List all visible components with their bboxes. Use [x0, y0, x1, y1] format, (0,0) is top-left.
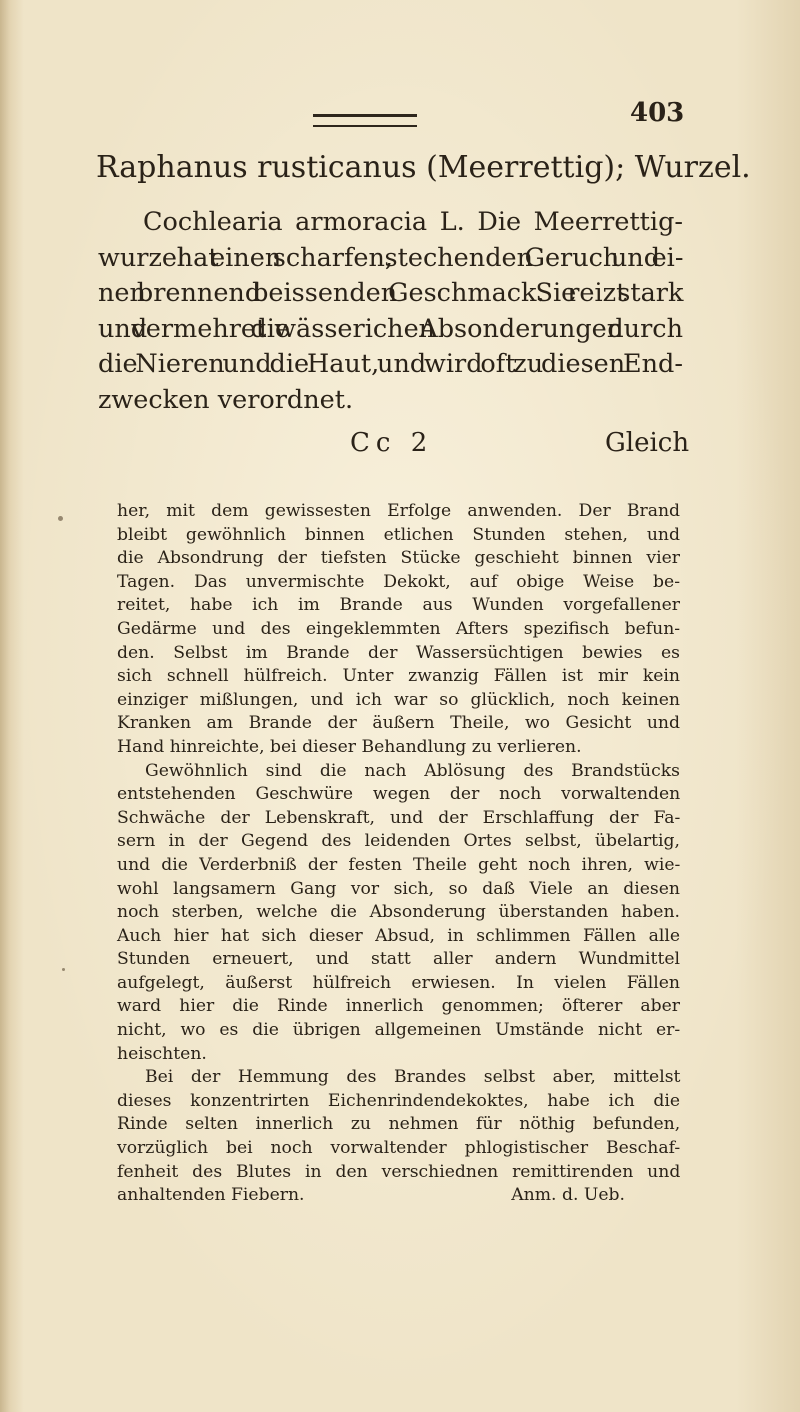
footnote-line: Schwäche der Lebenskraft, und der Erschlaffung der Fa- [117, 807, 681, 828]
paper-speck [58, 516, 63, 521]
text-line: und vermehret die wässerichen Absonderungen durch [98, 313, 683, 344]
footnote-line: Tagen. Das unvermischte Dekokt, auf obige Weise be- [117, 571, 680, 592]
footnote-line: Kranken am Brande der äußern Theile, wo Gesicht und [117, 713, 680, 734]
footnote-line: bleibt gewöhnlich binnen etlichen Stunden stehen, und [117, 524, 680, 545]
text-line: zwecken verordnet. [98, 384, 354, 415]
footnote-line: reitet, habe ich im Brande aus Wunden vorgefallener [117, 595, 680, 616]
footnote-line: her, mit dem gewissesten Erfolge anwenden. Der Brand [117, 501, 681, 521]
footnote-line: nicht, wo es die übrigen allgemeinen Umstände nicht er- [117, 1020, 681, 1041]
text-line: nen brennend beissenden Geschmack. Sie reizt stark [98, 278, 684, 308]
footnote-line: einziger mißlungen, und ich war so glücklich, noch keinen [117, 689, 680, 710]
footnote-line: heischten. [117, 1043, 207, 1064]
text-line: wurzel hat einen scharfen, stechenden Geruch und ei- [98, 242, 684, 273]
footnote-line: aufgelegt, äußerst hülfreich erwiesen. In vielen Fällen [117, 972, 680, 993]
text-line: Cochlearia armoracia L. Die Meerrettig- [143, 207, 684, 237]
footnote-final-text: anhaltenden Fiebern. [117, 1185, 305, 1206]
signature-mark: Cc 2 [350, 428, 434, 458]
footnote-line: fenheit des Blutes in den verschiednen remittirenden und [117, 1161, 681, 1182]
section-heading: Raphanus rusticanus (Meerrettig); Wurzel. [96, 150, 751, 185]
footnote-line: und die Verderbniß der festen Theile geht noch ihren, wie- [117, 854, 681, 875]
footnote-line: noch sterben, welche die Absonderung überstanden haben. [117, 902, 680, 923]
footnote-line: sich schnell hülfreich. Unter zwanzig Fällen ist mir kein [117, 666, 680, 687]
footnote-line: Gewöhnlich sind die nach Ablösung des Brandstücks [145, 760, 680, 781]
footnote-line: Stunden erneuert, und statt aller andern Wundmittel [117, 949, 681, 970]
footnote-line: sern in der Gegend des leidenden Ortes selbst, übelartig, [117, 831, 680, 852]
footnote-line: Rinde selten innerlich zu nehmen für nöthig befunden, [117, 1114, 681, 1135]
footnote-line: ward hier die Rinde innerlich genommen; öfterer aber [117, 996, 680, 1017]
page-number: 403 [630, 98, 685, 128]
main-paragraph [98, 205, 683, 418]
footnote-closing-line [117, 1184, 680, 1208]
footnote-line: die Absondrung der tiefsten Stücke geschieht binnen vier [117, 548, 680, 569]
footnote-line: Bei der Hemmung des Brandes selbst aber, mittelst [145, 1067, 681, 1088]
header-rule [313, 114, 417, 126]
footnote-line: entstehenden Geschwüre wegen der noch vorwaltenden [117, 784, 681, 805]
footnote-line: dieses konzentrirten Eichenrindendekoktes, habe ich die [117, 1090, 680, 1111]
footnote-line: vorzüglich bei noch vorwaltender phlogistischer Beschaf- [117, 1138, 681, 1159]
footnote-attribution: Anm. d. Ueb. [511, 1185, 625, 1206]
footnote-block [117, 500, 680, 1208]
footnote-line: den. Selbst im Brande der Wassersüchtigen bewies es [117, 642, 680, 663]
text-line: die Nieren und die Haut, und wird oft zu diesen End- [98, 349, 683, 379]
header-rule-thin [313, 126, 417, 127]
footnote-line: wohl langsamern Gang vor sich, so daß Viele an diesen [117, 878, 680, 899]
catchword: Gleich [605, 428, 690, 458]
footnote-line: Gedärme und des eingeklemmten Afters spezifisch befun- [117, 618, 681, 639]
footnote-line: Hand hinreichte, bei dieser Behandlung zu verlieren. [117, 736, 582, 757]
paper-speck [62, 968, 65, 971]
footnote-line: Auch hier hat sich dieser Absud, in schlimmen Fällen alle [117, 925, 680, 946]
